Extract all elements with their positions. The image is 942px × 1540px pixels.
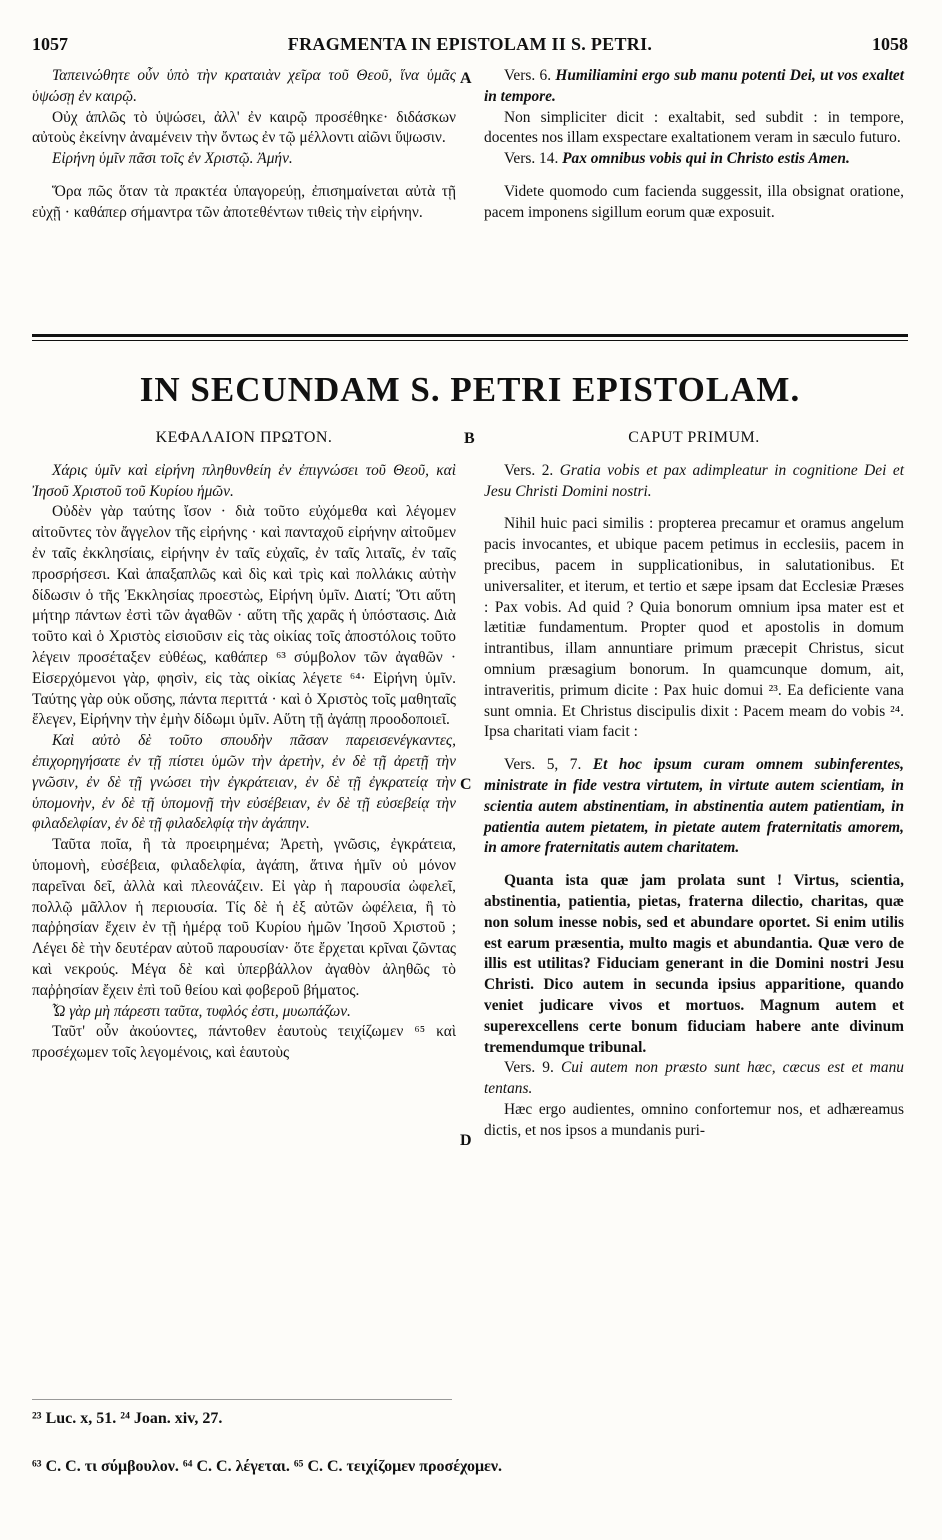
running-header: [32, 34, 908, 60]
footnotes-greek: ⁶³ C. C. τι σύμβουλον. ⁶⁴ C. C. λέγεται. ⁶⁵ C. C. τειχίζομεν προσέχομεν.: [32, 1458, 503, 1475]
latin-paragraph: Quanta ista quæ jam prolata sunt ! Virtus, scientia, abstinentia, patientia, pietas, fraterna dilectio, charitas, quæ non solum inesse nobis, sed et abundare oportet. Si enim utilis est earum præsentia, multo magis et abundantia. Quæ vero de illis est utilitas? Fiduciam generant in die Domini nostri Jesu Christi. Dico autem in secunda ipsius apparitione, quando veniet judicare vivos et mortuos. Magnum autem et superexcellens certe bonum fiduciam habere ante divinum tremendumque tribunal.: [484, 872, 904, 1056]
latin-lemma: [484, 755, 904, 859]
latin-lemma: [484, 461, 904, 503]
verse-text: Cui autem non præsto sunt hæc, cæcus est et manu tentans.: [484, 1059, 904, 1098]
verse-ref: Vers. 2.: [504, 461, 554, 479]
greek-lemma: Καὶ αὐτὸ δὲ τοῦτο σπουδὴν πᾶσαν παρεισενέγκαντες, ἐπιχορηγήσατε ἐν τῇ πίστει ὑμῶν τὴν ἀρετὴν, ἐν δὲ τῇ ἀρετῇ τὴν γνῶσιν, ἐν δὲ τῇ γνώσει τὴν ἐγκράτειαν, ἐν δὲ τῇ ἐγκρατείᾳ τὴν ὑπομονὴν, ἐν δὲ τῇ ὑπομονῇ τὴν εὐσέβειαν, ἐν δὲ τῇ εὐσεβείᾳ τὴν φιλαδελφίαν, ἐν δὲ τῇ φιλαδελφίᾳ τὴν ἀγάπην.: [32, 732, 456, 833]
footnote-rule: [32, 1399, 452, 1400]
greek-lemma: Ταπεινώθητε οὖν ὑπὸ τὴν κραταιὰν χεῖρα τοῦ Θεοῦ, ἵνα ὑμᾶς ὑψώσῃ ἐν καιρῷ.: [32, 67, 456, 105]
latin-lemma: [484, 149, 904, 170]
greek-paragraph: Οὐδὲν γὰρ ταύτης ἴσον · διὰ τοῦτο εὐχόμεθα καὶ λέγομεν αἰτοῦντες τὸν ἄγγελον τῆς εἰρήνης · καὶ πανταχοῦ εἰρήνην αἰτοῦμεν ἐν ταῖς ἐκκλησίαις, εἰρήνην ἐν ταῖς εὐχαῖς, ἐν ταῖς λιταῖς, ἐν ταῖς προσρήσεσι. Καὶ ἁπαξαπλῶς καὶ δὶς καὶ τρὶς καὶ πολλάκις αὐτὴν δίδωσιν ὁ τῆς Ἐκκλησίας προεστὼς, Εἰρήνη ὑμῖν. Διατί; Ὅτι αὕτη μήτηρ πάντων ἐστὶ τῶν ἀγαθῶν · αὕτη τῆς χαρᾶς ἡ ὑπόστασις. Διὰ τοῦτο καὶ ὁ Χριστὸς εἰσιοῦσιν εἰς τὰς οἰκίας τοῖς ἀποστόλοις τοῦτο λέγειν προσέταξεν εὐθέως, καθάπερ ⁶³ σύμβολον τῶν ἀγαθῶν · Εἰσερχόμενοι γὰρ, φησὶν, εἰς τὰς οἰκίας λέγετε ⁶⁴· Εἰρήνη ὑμῖν. Ταύτης γὰρ οὐκ οὔσης, πάντα περιττά · καὶ ὁ Χριστὸς τοῖς μαθηταῖς ἔλεγεν, Εἰρήνην τὴν ἐμὴν δίδωμι ὑμῖν. Αὕτη τῇ ἀγάπῃ προοδοποιεῖ.: [32, 503, 456, 729]
section-title: IN SECUNDAM S. PETRI EPISTOLAM.: [139, 370, 801, 409]
verse-text: Gratia vobis et pax adimpleatur in cognitione Dei et Jesu Christi Domini nostri.: [484, 461, 904, 500]
margin-letter-c: C: [460, 776, 472, 793]
latin-lemma: [484, 1058, 904, 1100]
verse-ref: Vers. 6.: [504, 67, 552, 84]
margin-letter-d: D: [460, 1132, 472, 1149]
verse-text: Humiliamini ergo sub manu potenti Dei, ut vos exaltet in tempore.: [484, 67, 905, 105]
greek-paragraph: Οὐχ ἁπλῶς τὸ ὑψώσει, ἀλλ' ἐν καιρῷ προσέθηκε· διδάσκων αὐτοὺς ἐκείνην ἀναμένειν τὴν ὄντως ἐν τῷ μέλλοντι αἰῶνι ὕψωσιν.: [32, 108, 456, 147]
chapter-heading: ΚΕΦΑΛΑΙΟΝ ΠΡΩΤΟΝ.: [155, 429, 333, 446]
verse-text: Et hoc ipsum curam omnem subinferentes, ministrate in fide vestra virtutem, in virtute autem scientiam, in scientia autem abstinentiam, in abstinentia autem patientiam, in patientia autem pietatem, in pietate autem fraternitatis amorem, in amore fraternitatis autem charitatem.: [484, 756, 905, 857]
chapter-heading: CAPUT PRIMUM.: [628, 429, 760, 446]
section-rule-thin: [32, 340, 908, 341]
verse-ref: Vers. 9.: [504, 1059, 554, 1077]
latin-lemma: [484, 66, 904, 108]
main-latin-column: [484, 428, 904, 1142]
greek-lemma: Εἰρήνη ὑμῖν πᾶσι τοῖς ἐν Χριστῷ. Ἀμήν.: [52, 150, 293, 168]
greek-lemma: Χάρις ὑμῖν καὶ εἰρήνη πληθυνθείη ἐν ἐπιγνώσει τοῦ Θεοῦ, καὶ Ἰησοῦ Χριστοῦ τοῦ Κυρίου ἡμῶν.: [32, 461, 456, 500]
greek-paragraph: Ταῦτ' οὖν ἀκούοντες, πάντοθεν ἑαυτοὺς τειχίζωμεν ⁶⁵ καὶ προσέχωμεν τοῖς λεγομένοις, καὶ ἑαυτοὺς: [32, 1023, 456, 1062]
section-rule: [32, 334, 908, 337]
page-number-right: 1058: [872, 34, 908, 54]
latin-paragraph: Videte quomodo cum facienda suggessit, illa obsignat oratione, pacem imponens sigillum eorum quæ exposuit.: [484, 182, 904, 221]
verse-ref: Vers. 14.: [504, 150, 559, 168]
margin-letter-a: A: [460, 70, 472, 87]
top-greek-column: [32, 66, 456, 224]
verse-ref: Vers. 5, 7.: [504, 756, 582, 774]
greek-paragraph: Ταῦτα ποῖα, ἢ τὰ προειρημένα; Ἀρετὴ, γνῶσις, ἐγκράτεια, ὑπομονὴ, εὐσέβεια, φιλαδελφία, ἀγάπη, ἅτινα ἡμῖν οὐ μόνον παρεῖναι δεῖ, ἀλλὰ καὶ πλεονάζειν. Εἰ γὰρ ἡ παρουσία ὠφελεῖ, πολλῷ μᾶλλον ἡ περιουσία. Τίς δὲ ἡ ἐξ αὐτῶν ὠφέλεια, ἢ τὸ παῤῥησίαν ἔχειν ἐν τῇ ἡμέρᾳ τοῦ Κυρίου ἡμῶν Ἰησοῦ Χριστοῦ ; Λέγει δὲ τὴν δευτέραν αὐτοῦ παρουσίαν· ὅτε ἔρχεται κρῖναι ζῶντας καὶ νεκρούς. Μέγα δὲ καὶ ὑπερβάλλον ἀγαθὸν ἀληθῶς τὸ παῤῥησίαν ἔχειν ἐπὶ τοῦ θείου καὶ φοβεροῦ βήματος.: [32, 836, 456, 999]
verse-text: Pax omnibus vobis qui in Christo estis Amen.: [562, 150, 850, 168]
latin-paragraph: Hæc ergo audientes, omnino confortemur nos, et adhæreamus dictis, et nos ipsos a mundanis puri-: [484, 1100, 904, 1139]
footnotes-latin: ²³ Luc. x, 51. ²⁴ Joan. xiv, 27.: [32, 1410, 223, 1427]
main-greek-column: [32, 428, 456, 1064]
page-number-left: 1057: [32, 34, 68, 54]
latin-paragraph: Nihil huic paci similis : propterea precamur et oramus angelum pacis invocantes, et ubique pacem petimus in ecclesiis, pacem in precibus, pacem in supplicationibus, in salutationibus. Et universaliter, et iterum, et tertio et sæpe ipsam dat Ecclesiæ Præses : Pax vobis. Ad quid ? Quia bonorum omnium ipsa mater est et lætitiæ fundamentum. Propter quod et apostolis in domum intrantibus, illam annuntiare primum præcepit Christus, sicut omnium præsagium bonorum. In quamcunque domum, ait, intraveritis, primum dicite : Pax huic domui ²³. Ea deficiente vana sunt omnia. Et Christus discipulis dixit : Pacem meam do vobis ²⁴. Ipsa charitati viam facit :: [484, 515, 904, 741]
running-title: FRAGMENTA IN EPISTOLAM II S. PETRI.: [287, 34, 653, 54]
greek-lemma: Ὧ γὰρ μὴ πάρεστι ταῦτα, τυφλός ἐστι, μυωπάζων.: [52, 1002, 351, 1020]
latin-paragraph: Non simpliciter dicit : exaltabit, sed subdit : in tempore, docentes nos illam exspectare exaltationem veram in sæculo futuro.: [484, 108, 904, 147]
margin-letter-b: B: [464, 430, 475, 447]
greek-paragraph: Ὅρα πῶς ὅταν τὰ πρακτέα ὑπαγορεύῃ, ἐπισημαίνεται αὐτὰ τῇ εὐχῇ · καθάπερ σήμαντρα τῶν ἀποτεθέντων τιθεὶς τὴν εἰρήνην.: [32, 182, 456, 221]
top-latin-column: [484, 66, 904, 224]
